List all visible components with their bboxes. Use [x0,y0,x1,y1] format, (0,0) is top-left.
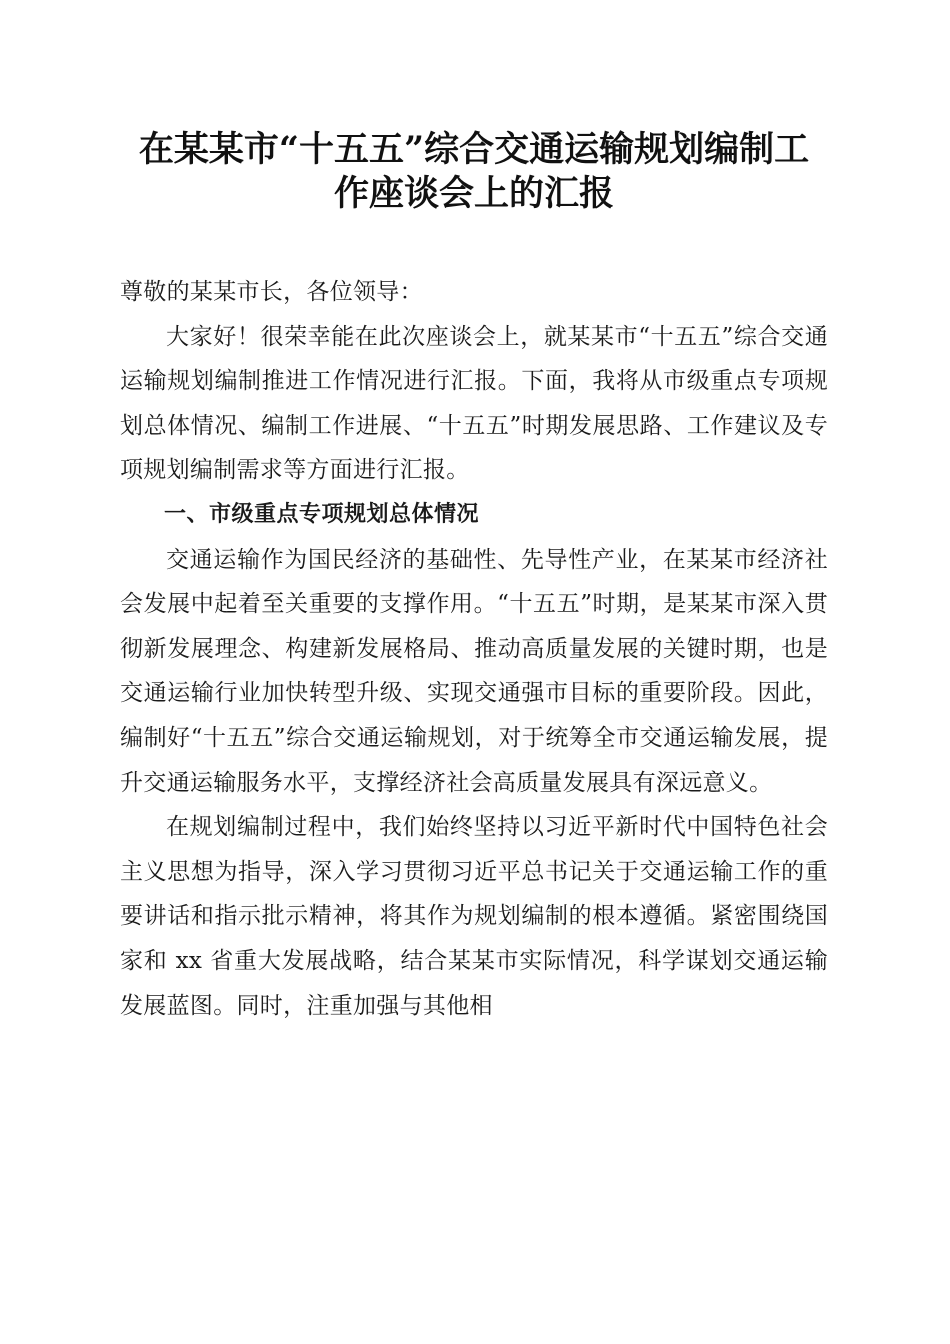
document-title [120,128,828,216]
title-line-1: 在某某市“十五五”综合交通运输规划编制工 [138,129,810,170]
intro-paragraph: 大家好！很荣幸能在此次座谈会上，就某某市“十五五”综合交通运输规划编制推进工作情况进行汇报。下面，我将从市级重点专项规划总体情况、编制工作进展、“十五五”时期发展思路、工作建议及专项规划编制需求等方面进行汇报。 [120,323,828,484]
section-1-paragraph-1: 交通运输作为国民经济的基础性、先导性产业，在某某市经济社会发展中起着至关重要的支撑作用。“十五五”时期，是某某市深入贯彻新发展理念、构建新发展格局、推动高质量发展的关键时期，也是交通运输行业加快转型升级、实现交通强市目标的重要阶段。因此，编制好“十五五”综合交通运输规划，对于统筹全市交通运输发展，提升交通运输服务水平，支撑经济社会高质量发展具有深远意义。 [120,546,828,796]
section-1-heading: 一、市级重点专项规划总体情况 [164,501,480,527]
salutation: 尊敬的某某市长，各位领导： [120,279,423,305]
title-line-2: 作座谈会上的汇报 [333,173,614,214]
document-body [120,270,828,1028]
section-1-paragraph-2: 在规划编制过程中，我们始终坚持以习近平新时代中国特色社会主义思想为指导，深入学习贯彻习近平总书记关于交通运输工作的重要讲话和指示批示精神，将其作为规划编制的根本遵循。紧密围绕国家和 xx 省重大发展战略，结合某某市实际情况，科学谋划交通运输发展蓝图。同时，注重加强与其他相 [120,814,828,1019]
